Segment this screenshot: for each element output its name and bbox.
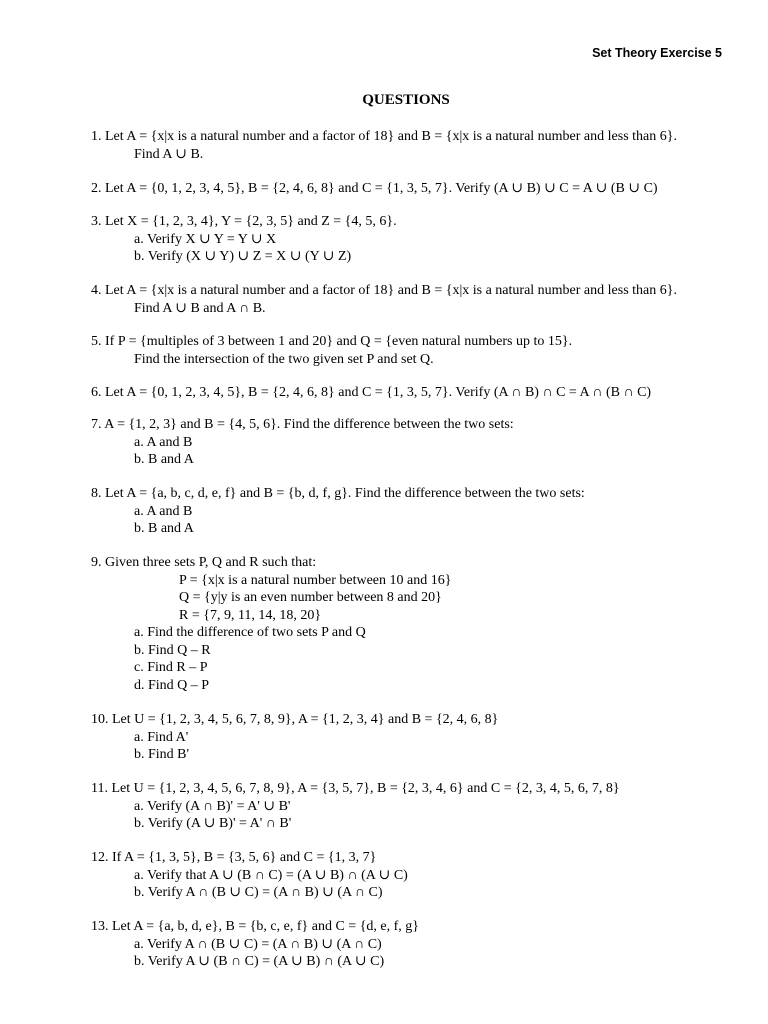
question-7 xyxy=(91,416,741,469)
question-part: b. Verify (A ∪ B)' = A' ∩ B' xyxy=(134,816,292,831)
question-part: b. Verify (X ∪ Y) ∪ Z = X ∪ (Y ∪ Z) xyxy=(134,249,352,264)
question-text: 10. Let U = {1, 2, 3, 4, 5, 6, 7, 8, 9}, A = {1, 2, 3, 4} and B = {2, 4, 6, 8} xyxy=(91,712,499,727)
question-part: b. B and A xyxy=(134,452,194,467)
question-part: a. Verify A ∩ (B ∪ C) = (A ∩ B) ∪ (A ∩ C) xyxy=(134,936,382,952)
question-line: Find A ∪ B. xyxy=(134,146,204,162)
question-text: 9. Given three sets P, Q and R such that: xyxy=(91,555,317,570)
question-12 xyxy=(91,849,741,902)
question-part: b. Verify A ∩ (B ∪ C) = (A ∩ B) ∪ (A ∩ C) xyxy=(134,885,383,900)
question-part: a. Verify (A ∩ B)' = A' ∪ B' xyxy=(134,798,291,814)
question-part: a. Verify that A ∪ (B ∩ C) = (A ∪ B) ∩ (A ∪ C) xyxy=(134,867,408,883)
question-5 xyxy=(91,333,741,368)
set-definition: R = {7, 9, 11, 14, 18, 20} xyxy=(179,607,322,623)
question-part: a. A and B xyxy=(134,503,193,519)
question-10 xyxy=(91,711,741,764)
question-6 xyxy=(91,384,741,402)
question-2 xyxy=(91,180,741,198)
question-part: b. B and A xyxy=(134,521,194,536)
question-line: Find A ∪ B and A ∩ B. xyxy=(134,300,266,316)
question-part: a. Find A' xyxy=(134,729,189,745)
question-part: d. Find Q – P xyxy=(134,677,210,693)
page-title: QUESTIONS xyxy=(362,92,450,108)
question-8 xyxy=(91,485,741,538)
question-text: 7. A = {1, 2, 3} and B = {4, 5, 6}. Find the difference between the two sets: xyxy=(91,417,514,432)
question-text: 8. Let A = {a, b, c, d, e, f} and B = {b, d, f, g}. Find the difference between the two sets: xyxy=(91,486,585,501)
question-1 xyxy=(91,128,741,163)
question-text: 2. Let A = {0, 1, 2, 3, 4, 5}, B = {2, 4, 6, 8} and C = {1, 3, 5, 7}. Verify (A ∪ B) ∪ C = A ∪ (B ∪ C) xyxy=(91,181,658,196)
question-text: 5. If P = {multiples of 3 between 1 and 20} and Q = {even natural numbers up to 15}. xyxy=(91,334,573,349)
question-13 xyxy=(91,918,741,971)
question-part: c. Find R – P xyxy=(134,660,208,675)
set-definition: Q = {y|y is an even number between 8 and 20} xyxy=(179,590,442,605)
question-part: a. Find the difference of two sets P and Q xyxy=(134,625,366,640)
question-part: b. Find Q – R xyxy=(134,642,211,658)
question-text: 6. Let A = {0, 1, 2, 3, 4, 5}, B = {2, 4, 6, 8} and C = {1, 3, 5, 7}. Verify (A ∩ B) ∩ C = A ∩ (B ∩ C) xyxy=(91,385,652,400)
set-definition: P = {x|x is a natural number between 10 and 16} xyxy=(179,572,452,588)
question-text: 3. Let X = {1, 2, 3, 4}, Y = {2, 3, 5} and Z = {4, 5, 6}. xyxy=(91,214,397,229)
page-header: Set Theory Exercise 5 xyxy=(592,46,722,60)
question-text: 12. If A = {1, 3, 5}, B = {3, 5, 6} and C = {1, 3, 7} xyxy=(91,850,377,865)
question-text: 1. Let A = {x|x is a natural number and a factor of 18} and B = {x|x is a natural number and less than 6}. xyxy=(91,129,677,144)
question-part: a. A and B xyxy=(134,434,193,450)
question-text: 4. Let A = {x|x is a natural number and a factor of 18} and B = {x|x is a natural number and less than 6}. xyxy=(91,283,677,298)
question-4 xyxy=(91,282,741,317)
question-part: b. Find B' xyxy=(134,747,190,762)
question-text: 11. Let U = {1, 2, 3, 4, 5, 6, 7, 8, 9}, A = {3, 5, 7}, B = {2, 3, 4, 6} and C = {2, 3, 4, 5, 6, 7, 8} xyxy=(91,781,620,796)
question-3 xyxy=(91,213,741,266)
question-part: b. Verify A ∪ (B ∩ C) = (A ∪ B) ∩ (A ∪ C) xyxy=(134,954,385,969)
question-11 xyxy=(91,780,741,833)
question-part: a. Verify X ∪ Y = Y ∪ X xyxy=(134,231,277,247)
question-line: Find the intersection of the two given set P and set Q. xyxy=(134,351,434,367)
question-9 xyxy=(91,554,741,694)
question-text: 13. Let A = {a, b, d, e}, B = {b, c, e, f} and C = {d, e, f, g} xyxy=(91,919,420,934)
